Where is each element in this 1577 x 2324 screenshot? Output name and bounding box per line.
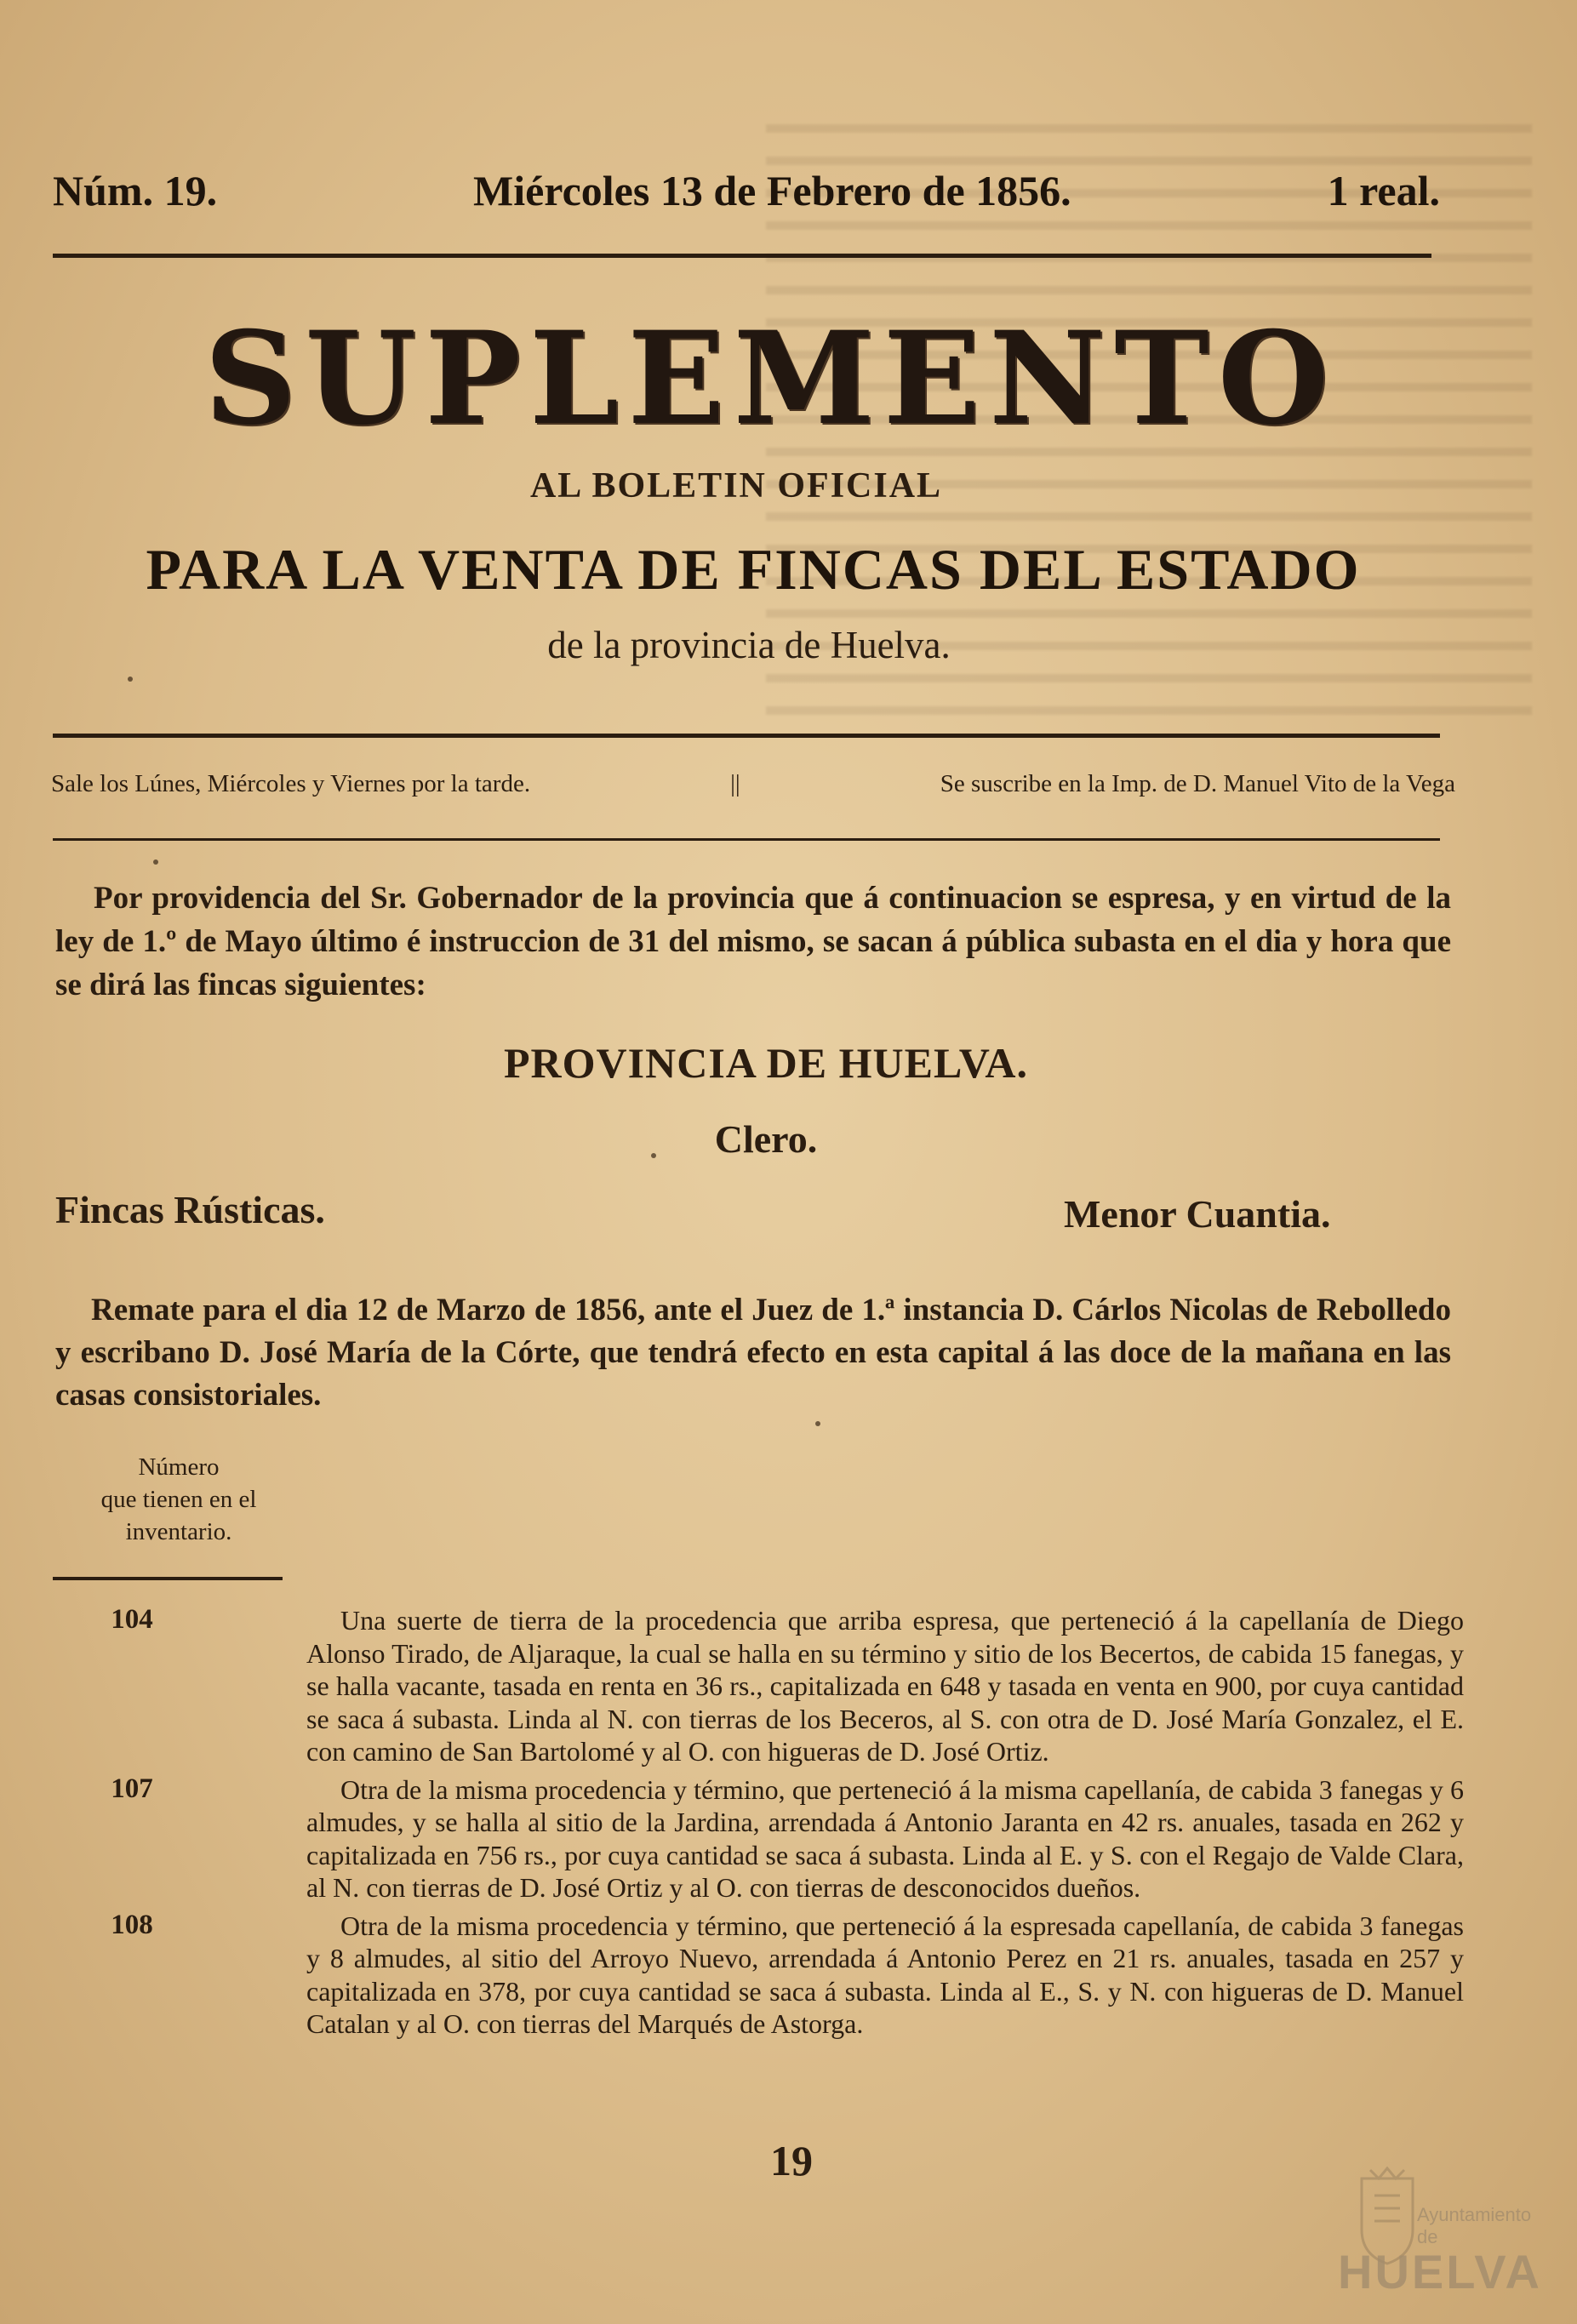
list-item xyxy=(51,1773,1464,1904)
clero-heading: Clero. xyxy=(714,1117,818,1161)
entry-text: Otra de la misma procedencia y término, que perteneció á la misma capellanía, de cabida 3 fanegas y 6 almudes, y se halla al sitio de la Jardina, arrendada á Antonio Jaranta en 42 rs. anuales, tasada en 262 y capitalizada en 756 rs., por cuya cantidad se saca á subasta. Linda al E. y S. con el Regajo de Valde Clara, al N. con tierras de D. José Ortiz y al O. con tierras de desconocidos dueños. xyxy=(306,1773,1464,1903)
entry-number: 107 xyxy=(111,1773,153,1804)
list-item xyxy=(51,1604,1464,1768)
page-number: 19 xyxy=(770,2137,813,2184)
provincia-heading: PROVINCIA DE HUELVA. xyxy=(504,1039,1028,1087)
column-header-rule xyxy=(53,1577,283,1580)
masthead xyxy=(53,166,1440,215)
entry-number: 108 xyxy=(111,1909,153,1940)
issue-number: Núm. 19. xyxy=(53,167,218,214)
remate-paragraph: Remate para el dia 12 de Marzo de 1856, ante el Juez de 1.ª instancia D. Cárlos Nicolas de Rebolledo y escribano D. José María de la Córte, que tendrá efecto en esta capital á las doce de la mañana en las casas consistoriales. xyxy=(55,1293,1451,1413)
watermark-big: HUELVA xyxy=(1338,2245,1542,2298)
menor-cuantia-heading: Menor Cuantia. xyxy=(1064,1192,1331,1236)
publication-days: Sale los Lúnes, Miércoles y Viernes por la tarde. xyxy=(51,770,531,797)
intro-paragraph: Por providencia del Sr. Gobernador de la provincia que á continuacion se espresa, y en virtud de la ley de 1.º de Mayo último é instruccion de 31 del mismo, se sacan á pública subasta en el dia y hora que se dirá las fincas siguientes: xyxy=(55,881,1451,1002)
separator: || xyxy=(730,770,740,797)
entries-list xyxy=(51,1604,1464,2046)
issue-date: Miércoles 13 de Febrero de 1856. xyxy=(473,167,1071,214)
subtitle-venta-fincas: PARA LA VENTA DE FINCAS DEL ESTADO xyxy=(146,537,1361,602)
watermark xyxy=(1328,2204,1540,2296)
list-item xyxy=(51,1910,1464,2041)
page-title: SUPLEMENTO xyxy=(204,304,1338,454)
masthead-rule xyxy=(53,254,1431,258)
title-rule xyxy=(53,734,1440,738)
subtitle-provincia: de la provincia de Huelva. xyxy=(547,624,951,666)
entry-text: Una suerte de tierra de la procedencia que arriba espresa, que perteneció á la capellanía de Diego Alonso Tirado, de Aljaraque, la cual se halla en su término y sitio de los Becertos, de cabida 15 fanegas, y se halla vacante, tasada en renta en 36 rs., capitalizada en 648 y tasada en venta en 900, por cuya cantidad se saca á subasta. Linda al N. con tierras de los Beceros, al S. con otra de D. José María Gonzalez, el E. con camino de San Bartolomé y al O. con higueras de D. José Ortiz. xyxy=(306,1605,1464,1767)
subscription-rule xyxy=(53,838,1440,841)
issue-price: 1 real. xyxy=(1327,167,1440,214)
entry-text: Otra de la misma procedencia y término, que perteneció á la espresada capellanía, de cabida 3 fanegas y 8 almudes, al sitio del Arroyo Nuevo, arrendada á Antonio Perez en 21 rs. anuales, tasada en 257 y capitalizada en 378, por cuya cantidad se saca á subasta. Linda al E., S. y N. con higueras de D. Manuel Catalan y al O. con tierras del Marqués de Astorga. xyxy=(306,1910,1464,2039)
column-header-line: Número xyxy=(138,1453,220,1481)
column-header xyxy=(55,1451,302,1548)
subscription-info: Se suscribe en la Imp. de D. Manuel Vito de la Vega xyxy=(940,770,1455,797)
column-header-line: inventario. xyxy=(125,1518,232,1545)
watermark-small: Ayuntamiento de xyxy=(1417,2204,1532,2247)
subscription-line xyxy=(51,770,1455,798)
entry-number: 104 xyxy=(111,1604,153,1635)
subtitle-boletin: AL BOLETIN OFICIAL xyxy=(529,466,943,505)
column-header-line: que tienen en el xyxy=(100,1486,257,1513)
fincas-rusticas-heading: Fincas Rústicas. xyxy=(55,1188,325,1231)
